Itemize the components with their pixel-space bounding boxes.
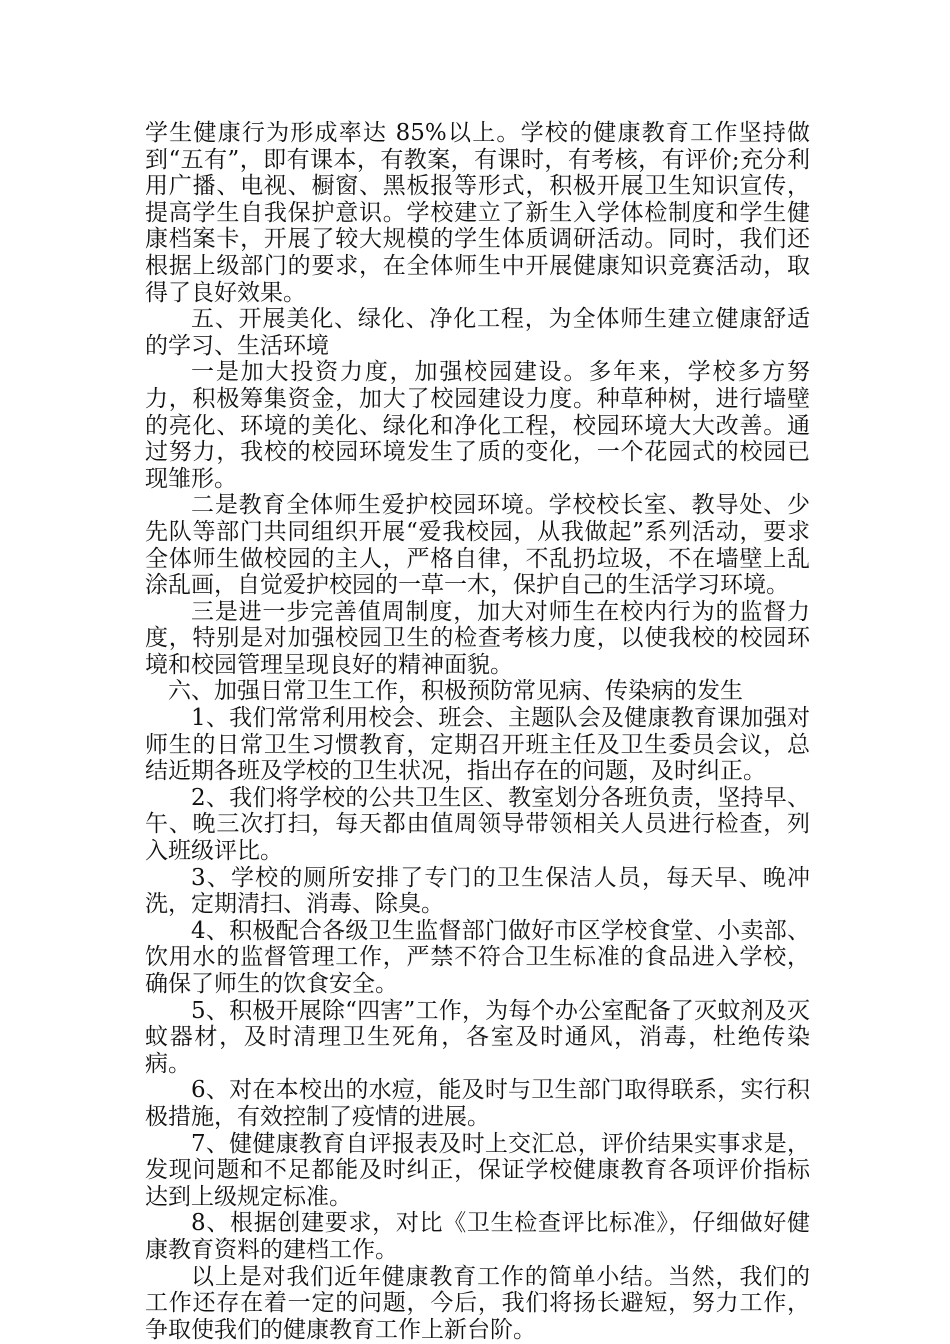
list-item: 3、学校的厕所安排了专门的卫生保洁人员，每天早、晚冲洗，定期清扫、消毒、除臭。 (145, 864, 810, 918)
list-item: 1、我们常常利用校会、班会、主题队会及健康教育课加强对师生的日常卫生习惯教育，定期召开班主任及卫生委员会议，总结近期各班及学校的卫生状况，指出存在的问题，及时纠正。 (145, 705, 810, 785)
list-item: 8、根据创建要求，对比《卫生检查评比标准》，仔细做好健康教育资料的建档工作。 (145, 1210, 810, 1263)
section-heading: 五、开展美化、绿化、净化工程，为全体师生建立健康舒适的学习、生活环境 (145, 306, 810, 359)
paragraph: 一是加大投资力度，加强校园建设。多年来，学校多方努力，积极筹集资金，加大了校园建设力度。种草种树，进行墙壁的亮化、环境的美化、绿化和净化工程，校园环境大大改善。通过努力，我校的校园环境发生了质的变化，一个花园式的校园已现雏形。 (145, 359, 810, 492)
section-heading: 六、加强日常卫生工作，积极预防常见病、传染病的发生 (168, 678, 743, 705)
list-item: 2、我们将学校的公共卫生区、教室划分各班负责，坚持早、午、晚三次打扫，每天都由值周领导带领相关人员进行检查，列入班级评比。 (145, 784, 810, 865)
paragraph: 二是教育全体师生爱护校园环境。学校校长室、教导处、少先队等部门共同组织开展“爱我校园，从我做起”系列活动，要求全体师生做校园的主人，严格自律，不乱扔垃圾，不在墙壁上乱涂乱画，自觉爱护校园的一草一木，保护自己的生活学习环境。 (145, 492, 810, 599)
paragraph: 学生健康行为形成率达 85%以上。学校的健康教育工作坚持做到“五有”，即有课本，有教案，有课时，有考核，有评价;充分利用广播、电视、橱窗、黑板报等形式，积极开展卫生知识宣传，提高学生自我保护意识。学校建立了新生入学体检制度和学生健康档案卡，开展了较大规模的学生体质调研活动。同时，我们还根据上级部门的要求，在全体师生中开展健康知识竞赛活动，取得了良好效果。 (145, 120, 810, 306)
document-body (145, 120, 810, 1343)
closing-paragraph: 以上是对我们近年健康教育工作的简单小结。当然，我们的工作还存在着一定的问题，今后，我们将扬长避短，努力工作，争取使我们的健康教育工作上新台阶。 (145, 1263, 810, 1343)
list-item: 5、积极开展除“四害”工作，为每个办公室配备了灭蚊剂及灭蚊器材，及时清理卫生死角，各室及时通风，消毒，杜绝传染病。 (145, 997, 810, 1077)
list-item: 7、健健康教育自评报表及时上交汇总，评价结果实事求是，发现问题和不足都能及时纠正，保证学校健康教育各项评价指标达到上级规定标准。 (145, 1130, 810, 1210)
list-item: 4、积极配合各级卫生监督部门做好市区学校食堂、小卖部、饮用水的监督管理工作，严禁不符合卫生标准的食品进入学校，确保了师生的饮食安全。 (145, 917, 810, 997)
paragraph: 三是进一步完善值周制度，加大对师生在校内行为的监督力度，特别是对加强校园卫生的检查考核力度，以使我校的校园环境和校园管理呈现良好的精神面貌。 (145, 598, 810, 678)
list-item: 6、对在本校出的水痘，能及时与卫生部门取得联系，实行积极措施，有效控制了疫情的进展。 (145, 1077, 810, 1130)
